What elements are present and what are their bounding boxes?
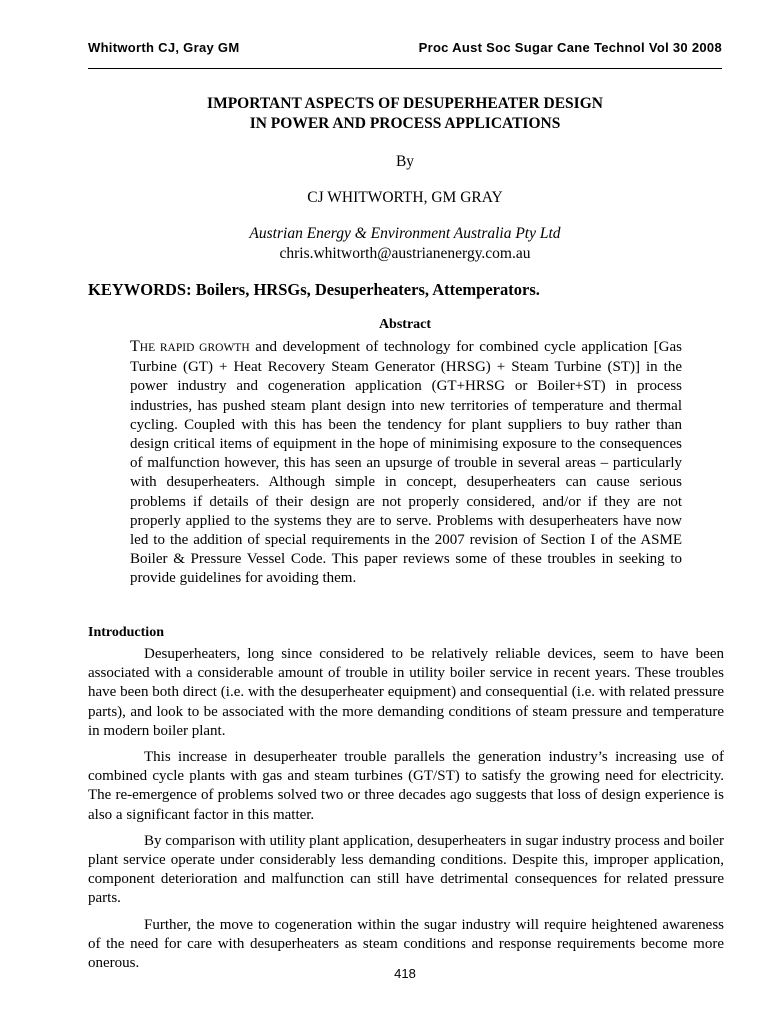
- running-header-journal: Proc Aust Soc Sugar Cane Technol Vol 30 2008: [418, 40, 722, 55]
- paper-title: [88, 94, 722, 134]
- paper-title-line-1: IMPORTANT ASPECTS OF DESUPERHEATER DESIGN: [207, 95, 603, 112]
- intro-paragraph: By comparison with utility plant application, desuperheaters in sugar industry process and boiler plant service operate under considerably less demanding conditions. Despite this, improper application, component deterioration and malfunction can still have detrimental consequences for related pressure parts.: [88, 832, 724, 907]
- running-header-authors: Whitworth CJ, Gray GM: [88, 40, 240, 55]
- affiliation: Austrian Energy & Environment Australia Pty Ltd: [249, 225, 561, 242]
- intro-paragraph: Further, the move to cogeneration within the sugar industry will require heightened awareness of the need for care with desuperheaters as steam conditions and response requirements become more onerous.: [88, 916, 724, 972]
- intro-paragraph: This increase in desuperheater trouble parallels the generation industry’s increasing use of combined cycle plants with gas and steam turbines (GT/ST) to satisfy the growing need for electricity. The re-emergence of problems solved two or three decades ago suggests that loss of design experience is also a significant factor in this matter.: [88, 749, 724, 823]
- abstract-body: [130, 337, 682, 589]
- abstract-text: and development of technology for combined cycle application [Gas Turbine (GT) + Heat Recovery Steam Generator (HRSG) + Steam Turbine (ST)] in the power industry and cogeneration application (GT+HRSG or Boiler+ST) in process industries, has pushed steam plant design into new territories of temperature and thermal cycling. Coupled with this has been the tendency for plant suppliers to buy rather than design critical items of equipment in the hope of minimising exposure to the consequences of malfunction however, this has seen an upsurge of trouble in several areas – particularly with desuperheaters. Although simple in concept, desuperheaters can cause serious problems if details of their design are not properly considered, and/or if they are not properly applied to the systems they are to serve. Problems with desuperheaters have now led to the addition of special requirements in the 2007 revision of Section I of the ASME Boiler & Pressure Vessel Code. This paper reviews some of these troubles in seeking to provide guidelines for avoiding them.: [130, 339, 682, 587]
- intro-paragraph: Desuperheaters, long since considered to be relatively reliable devices, seem to have been associated with a considerable amount of trouble in utility boiler service in recent years. These troubles have been both direct (i.e. with the desuperheater equipment) and consequential (i.e. with related pressure parts), and look to be associated with the more demanding conditions of steam pressure and temperature in modern boiler plant.: [88, 646, 724, 739]
- running-header: [88, 40, 722, 55]
- introduction-body: [88, 645, 724, 980]
- introduction-heading: Introduction: [88, 625, 164, 640]
- page-number: 418: [394, 966, 416, 981]
- header-rule: [88, 68, 722, 69]
- keywords: KEYWORDS: Boilers, HRSGs, Desuperheaters, Attemperators.: [88, 280, 540, 299]
- paper-title-line-2: IN POWER AND PROCESS APPLICATIONS: [249, 115, 561, 132]
- author-email: chris.whitworth@austrianenergy.com.au: [279, 245, 531, 262]
- abstract-drop-initial: T: [130, 338, 140, 355]
- authors: CJ WHITWORTH, GM GRAY: [307, 189, 503, 206]
- abstract-small-caps: HE RAPID GROWTH: [139, 342, 250, 354]
- by-line: By: [395, 153, 415, 170]
- abstract-heading: Abstract: [378, 317, 432, 332]
